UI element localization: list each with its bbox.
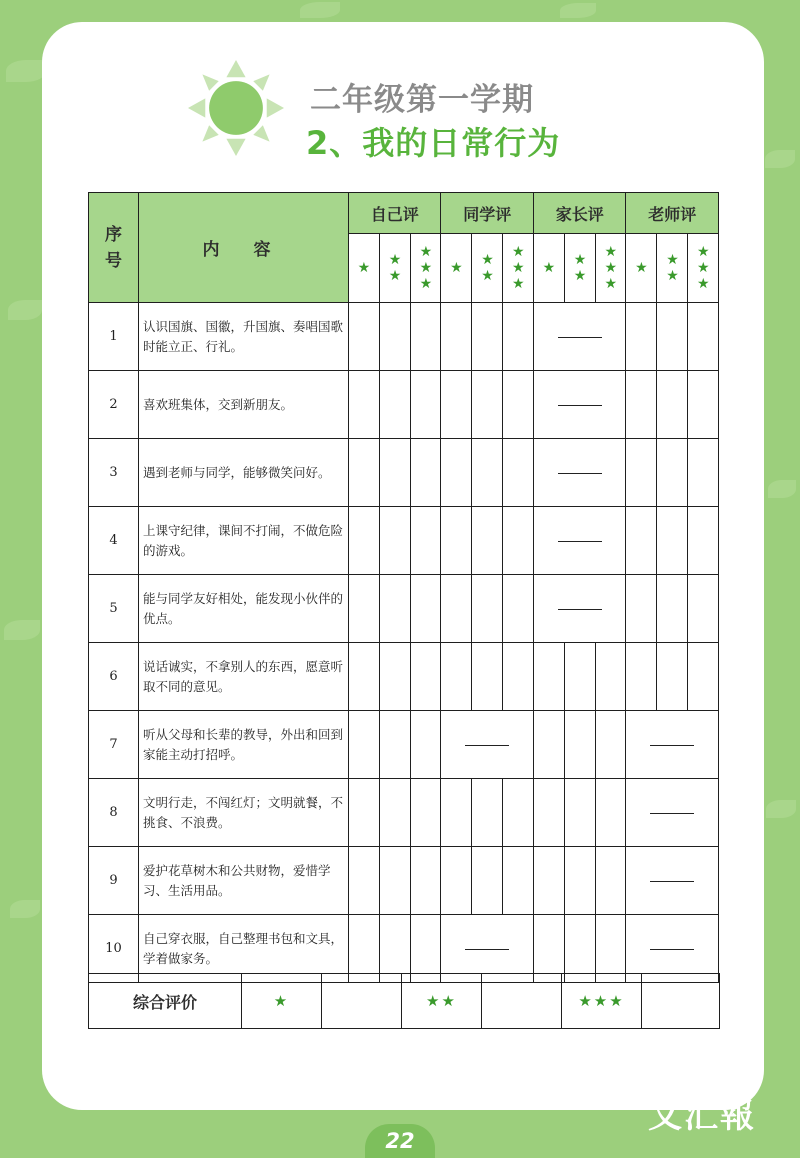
not-applicable-cell [626,779,719,847]
star-level-1: ★ [626,234,657,303]
not-applicable-cell [626,711,719,779]
rating-cell[interactable] [441,507,472,575]
not-applicable-cell [533,439,625,507]
rating-cell[interactable] [349,779,380,847]
table-row [89,507,719,575]
rating-cell[interactable] [410,439,441,507]
table-row [89,711,719,779]
rating-cell[interactable] [626,507,657,575]
rating-cell[interactable] [688,507,719,575]
rating-cell[interactable] [349,643,380,711]
rating-cell[interactable] [441,439,472,507]
row-index: 9 [89,847,139,915]
rating-cell[interactable] [472,507,503,575]
rating-cell[interactable] [657,439,688,507]
rating-cell[interactable] [410,643,441,711]
rating-cell[interactable] [472,371,503,439]
row-text: 说话诚实，不拿别人的东西，愿意听取不同的意见。 [139,643,349,711]
rating-cell[interactable] [626,439,657,507]
rating-cell[interactable] [379,575,410,643]
rating-cell[interactable] [410,507,441,575]
rating-cell[interactable] [410,711,441,779]
rating-cell[interactable] [626,371,657,439]
rating-cell[interactable] [688,575,719,643]
rating-cell[interactable] [688,643,719,711]
rating-cell[interactable] [349,507,380,575]
rating-cell[interactable] [410,371,441,439]
rating-cell[interactable] [349,575,380,643]
rating-cell[interactable] [626,575,657,643]
table-row [89,371,719,439]
group-header-classmate: 同学评 [441,193,533,234]
rating-cell[interactable] [657,507,688,575]
row-text: 上课守纪律，课间不打闹，不做危险的游戏。 [139,507,349,575]
row-text: 文明行走，不闯红灯；文明就餐，不挑食、不浪费。 [139,779,349,847]
not-applicable-cell [533,507,625,575]
rating-cell[interactable] [441,575,472,643]
rating-cell[interactable] [379,303,410,371]
rating-cell[interactable] [533,711,564,779]
summary-label: 综合评价 [89,974,242,1029]
rating-cell[interactable] [472,439,503,507]
rating-cell[interactable] [533,643,564,711]
rating-cell[interactable] [533,847,564,915]
row-index: 2 [89,371,139,439]
star-level-2: ★★ [379,234,410,303]
rating-cell[interactable] [441,303,472,371]
bg-leaf [4,620,40,640]
not-applicable-cell [533,371,625,439]
row-text: 听从父母和长辈的教导，外出和回到家能主动打招呼。 [139,711,349,779]
rating-cell[interactable] [503,779,534,847]
rating-cell[interactable] [595,711,626,779]
rating-cell[interactable] [349,371,380,439]
rating-cell[interactable] [472,779,503,847]
row-text: 自己穿衣服，自己整理书包和文具，学着做家务。 [139,915,349,983]
rating-cell[interactable] [441,847,472,915]
rating-cell[interactable] [595,847,626,915]
rating-cell[interactable] [472,303,503,371]
bg-leaf [766,800,796,818]
rating-cell[interactable] [626,643,657,711]
rating-cell[interactable] [657,643,688,711]
rating-cell[interactable] [688,371,719,439]
star-level-1: ★ [349,234,380,303]
summary-level-1-box[interactable] [322,974,402,1029]
table-row [89,303,719,371]
rating-cell[interactable] [379,439,410,507]
rating-cell[interactable] [503,847,534,915]
evaluation-table [88,192,719,983]
row-text: 能与同学友好相处，能发现小伙伴的优点。 [139,575,349,643]
rating-cell[interactable] [349,439,380,507]
row-index: 10 [89,915,139,983]
star-level-3: ★★★ [410,234,441,303]
bg-leaf [8,300,42,320]
table-row [89,439,719,507]
star-level-3: ★★★ [688,234,719,303]
summary-level-3-label: ★★★ [562,974,642,1029]
rating-cell[interactable] [564,711,595,779]
rating-cell[interactable] [441,779,472,847]
rating-cell[interactable] [595,643,626,711]
page-number: 22 [365,1124,435,1158]
not-applicable-cell [533,575,625,643]
rating-cell[interactable] [379,643,410,711]
summary-level-2-label: ★★ [402,974,482,1029]
rating-cell[interactable] [688,439,719,507]
summary-level-3-box[interactable] [642,974,720,1029]
rating-cell[interactable] [379,711,410,779]
group-header-parent: 家长评 [533,193,625,234]
row-index: 5 [89,575,139,643]
rating-cell[interactable] [657,371,688,439]
bg-leaf [300,2,340,18]
rating-cell[interactable] [410,303,441,371]
summary-table [88,973,720,1029]
row-index: 6 [89,643,139,711]
rating-cell[interactable] [379,507,410,575]
table-row [89,847,719,915]
bg-leaf [6,60,46,82]
rating-cell[interactable] [564,847,595,915]
rating-cell[interactable] [503,575,534,643]
rating-cell[interactable] [379,847,410,915]
table-row [89,643,719,711]
section-title: 2、我的日常行为 [306,124,561,162]
table-row [89,575,719,643]
bg-leaf [10,900,40,918]
sun-icon [188,60,284,156]
star-level-2: ★★ [657,234,688,303]
bg-leaf [560,3,596,18]
rating-cell[interactable] [349,711,380,779]
row-index: 8 [89,779,139,847]
rating-cell[interactable] [410,575,441,643]
summary-level-2-box[interactable] [482,974,562,1029]
rating-cell[interactable] [688,303,719,371]
summary-level-1-label: ★ [242,974,322,1029]
rating-cell[interactable] [441,371,472,439]
rating-cell[interactable] [564,643,595,711]
star-level-3: ★★★ [503,234,534,303]
rating-cell[interactable] [441,643,472,711]
rating-cell[interactable] [472,575,503,643]
star-level-1: ★ [441,234,472,303]
row-index: 3 [89,439,139,507]
rating-cell[interactable] [349,847,380,915]
group-header-teacher: 老师评 [626,193,719,234]
rating-cell[interactable] [349,303,380,371]
star-level-3: ★★★ [595,234,626,303]
rating-cell[interactable] [472,643,503,711]
rating-cell[interactable] [503,371,534,439]
not-applicable-cell [441,711,533,779]
rating-cell[interactable] [503,439,534,507]
rating-cell[interactable] [410,779,441,847]
rating-cell[interactable] [379,779,410,847]
star-level-2: ★★ [564,234,595,303]
row-index: 7 [89,711,139,779]
rating-cell[interactable] [410,847,441,915]
grade-title: 二年级第一学期 [310,82,534,118]
watermark: 文汇報 [648,1096,756,1136]
row-text: 认识国旗、国徽，升国旗、奏唱国歌时能立正、行礼。 [139,303,349,371]
seq-header: 序号 [89,193,139,303]
not-applicable-cell [533,303,625,371]
group-header-self: 自己评 [349,193,441,234]
bg-leaf [765,150,795,168]
rating-cell[interactable] [379,371,410,439]
rating-cell[interactable] [626,303,657,371]
rating-cell[interactable] [503,507,534,575]
bg-leaf [768,480,796,498]
row-index: 4 [89,507,139,575]
row-text: 遇到老师与同学，能够微笑问好。 [139,439,349,507]
table-row [89,779,719,847]
row-text: 爱护花草树木和公共财物，爱惜学习、生活用品。 [139,847,349,915]
rating-cell[interactable] [657,303,688,371]
star-level-2: ★★ [472,234,503,303]
row-text: 喜欢班集体，交到新朋友。 [139,371,349,439]
rating-cell[interactable] [472,847,503,915]
rating-cell[interactable] [503,303,534,371]
rating-cell[interactable] [564,779,595,847]
star-level-1: ★ [533,234,564,303]
rating-cell[interactable] [503,643,534,711]
content-header: 内 容 [139,193,349,303]
rating-cell[interactable] [533,779,564,847]
rating-cell[interactable] [657,575,688,643]
not-applicable-cell [626,847,719,915]
rating-cell[interactable] [595,779,626,847]
row-index: 1 [89,303,139,371]
